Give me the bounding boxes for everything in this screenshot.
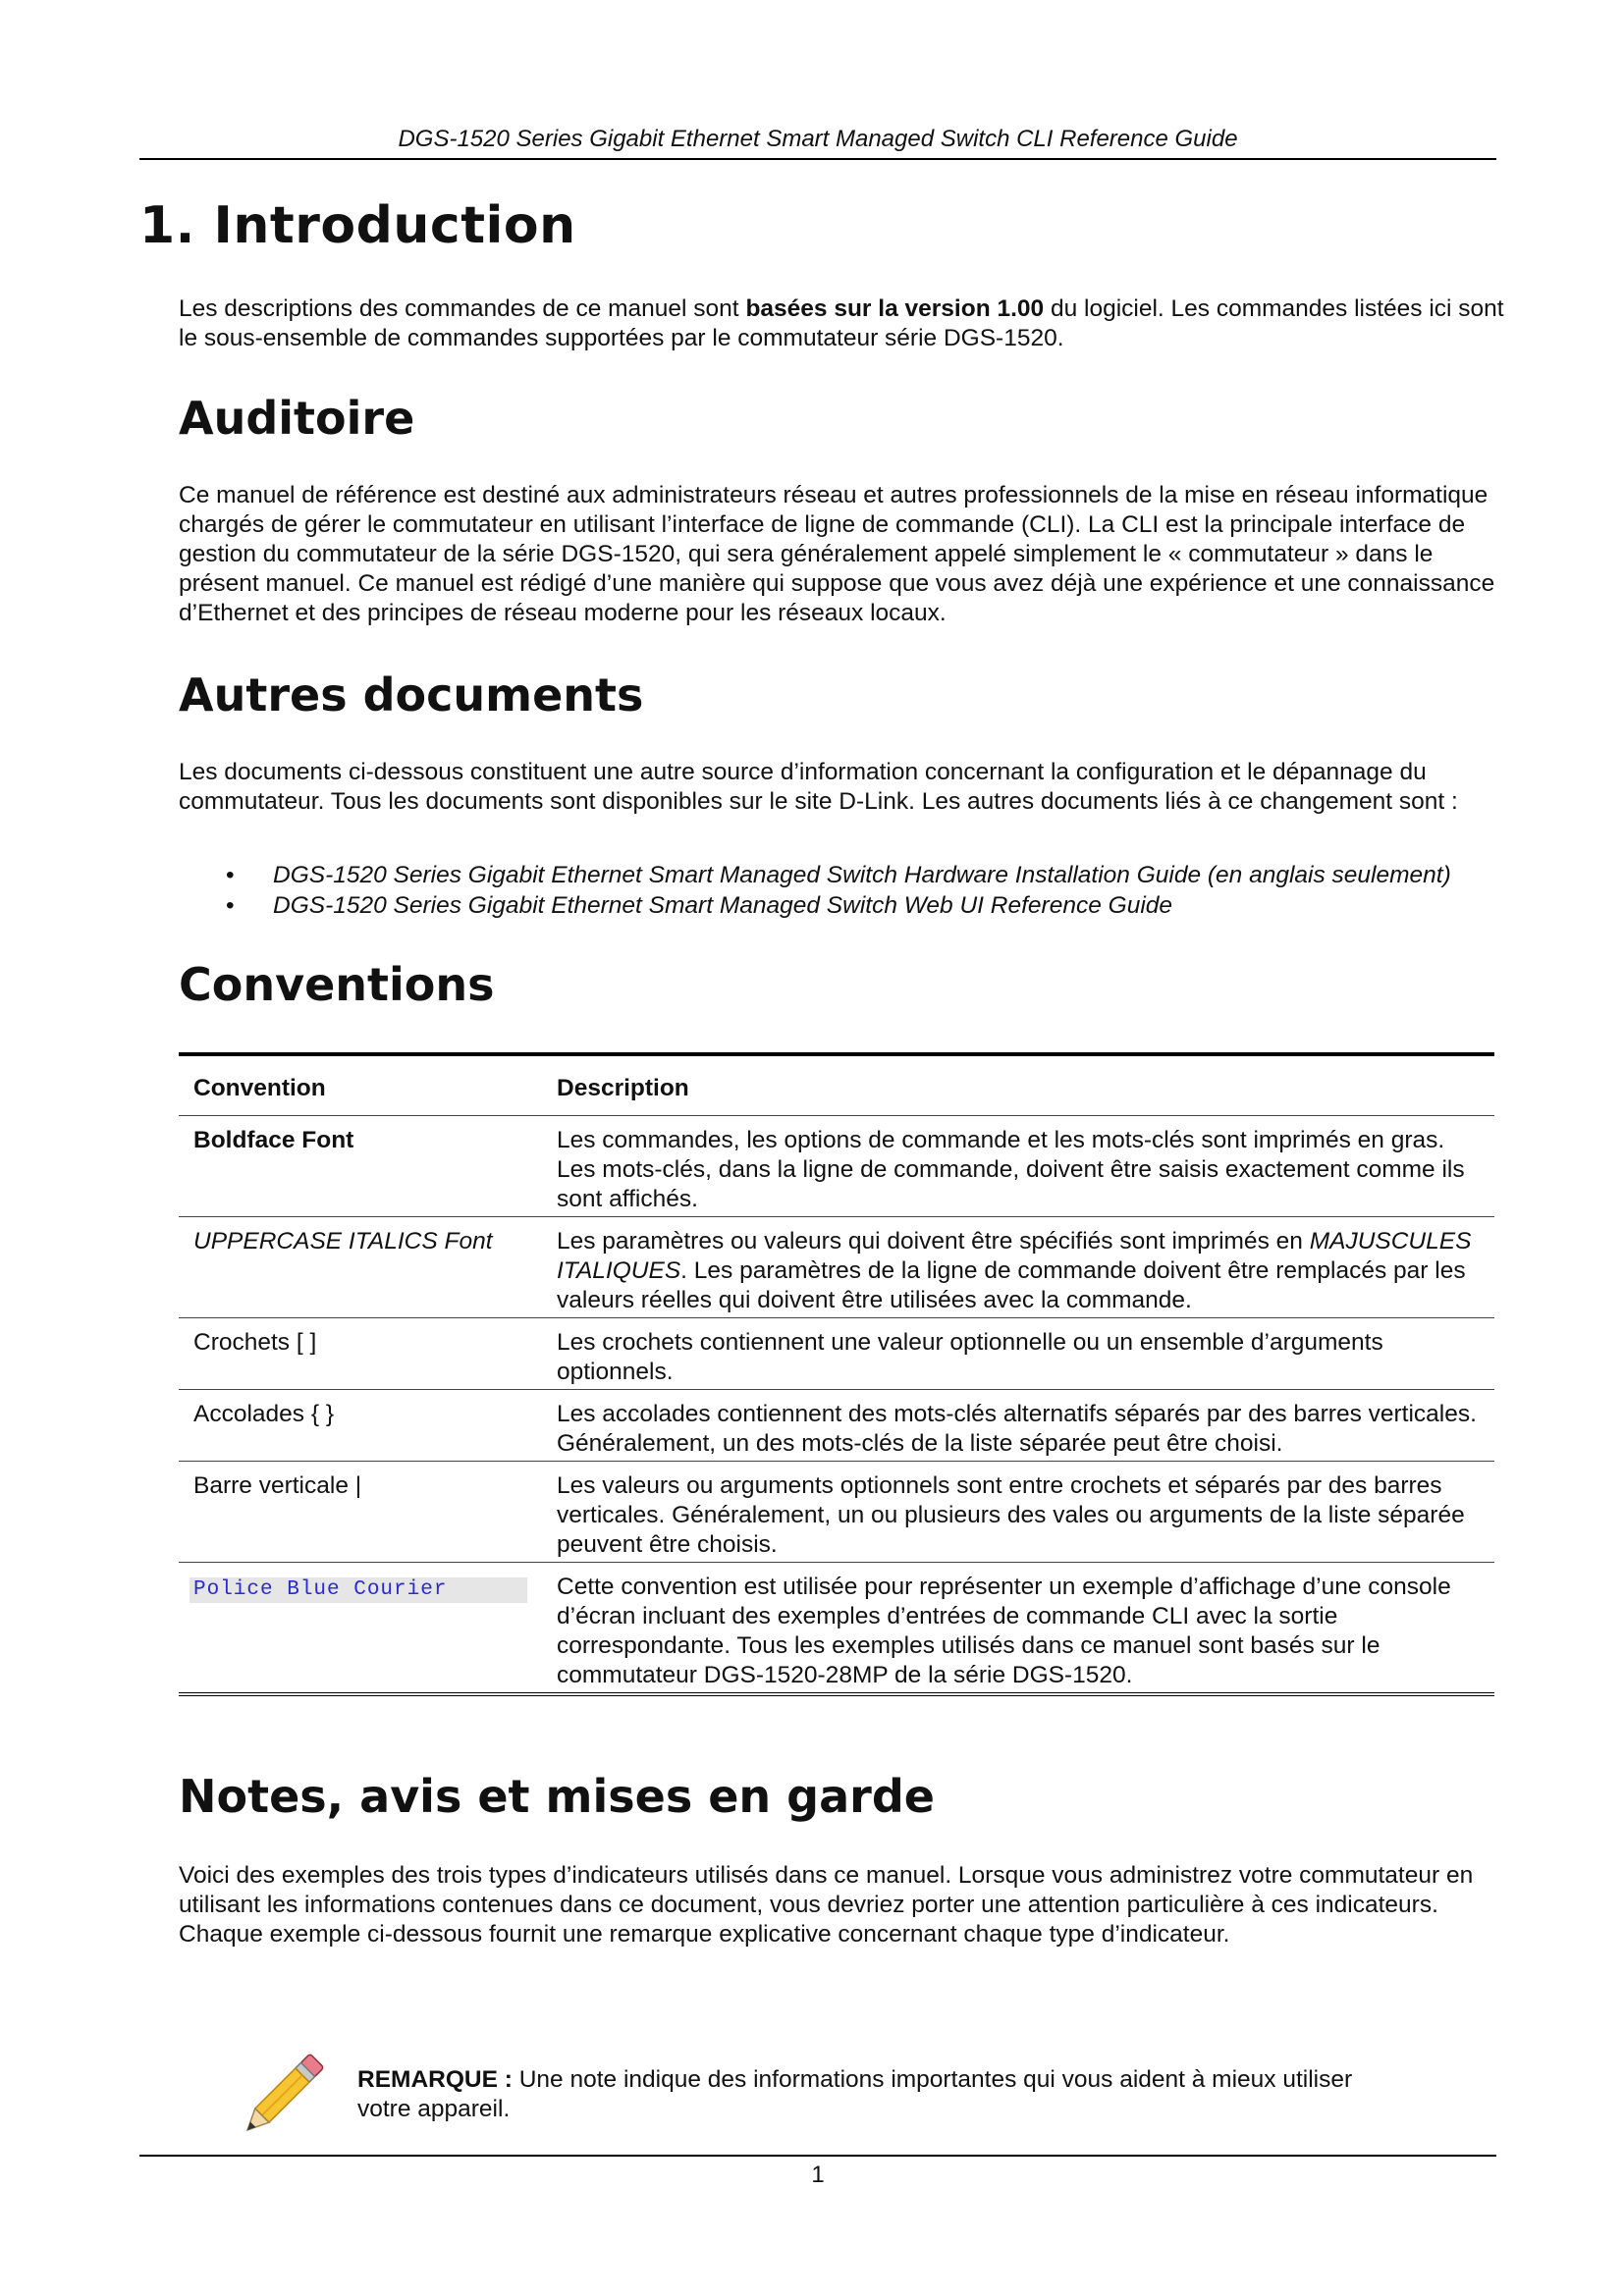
chapter-title: 1. Introduction	[139, 196, 576, 255]
description-cell: Les crochets contiennent une valeur optionnelle ou un ensemble d’arguments optionnels.	[542, 1318, 1494, 1390]
other-documents-paragraph: Les documents ci-dessous constituent une autre source d’information concernant la configuration et le dépannage du commutateur. Tous les documents sont disponibles sur le site D-Link. Les autres documents liés à ce changement sont :	[179, 759, 1458, 815]
column-header-description: Description	[542, 1054, 1494, 1116]
description-cell: Les valeurs ou arguments optionnels sont entre crochets et séparés par des barres verticales. Généralement, un ou plusieurs des vales ou arguments de la liste séparée peuvent être choisis.	[542, 1462, 1494, 1563]
header-rule	[139, 158, 1496, 160]
related-documents-list	[179, 860, 1451, 921]
page-number: 1	[811, 2162, 825, 2188]
table-row	[179, 1390, 1494, 1462]
courier-sample: Police Blue Courier	[189, 1577, 527, 1603]
convention-cell: UPPERCASE ITALICS Font	[179, 1217, 542, 1318]
table-row	[179, 1116, 1494, 1217]
description-cell: Les paramètres ou valeurs qui doivent être spécifiés sont imprimés en MAJUSCULES ITALIQUES. Les paramètres de la ligne de commande doivent être remplacés par les valeurs réelles qui doivent être utilisées avec la commande.	[542, 1217, 1494, 1318]
section-title-other-documents: Autres documents	[179, 668, 644, 721]
table-row	[179, 1217, 1494, 1318]
convention-cell: Boldface Font	[179, 1116, 542, 1217]
list-item: • DGS-1520 Series Gigabit Ethernet Smart Managed Switch Web UI Reference Guide	[179, 890, 1451, 921]
convention-cell: Crochets [ ]	[179, 1318, 542, 1390]
description-cell: Les accolades contiennent des mots-clés alternatifs séparés par des barres verticales. Généralement, un des mots-clés de la liste séparée peut être choisi.	[542, 1390, 1494, 1462]
table-header-row	[179, 1054, 1494, 1116]
intro-paragraph: Les descriptions des commandes de ce manuel sont basées sur la version 1.00 du logiciel. Les commandes listées ici sont le sous-ensemble de commandes supportées par le commutateur série DGS-1520.	[179, 295, 1504, 351]
conventions-table	[179, 1052, 1494, 1696]
description-cell: Cette convention est utilisée pour représenter un exemple d’affichage d’une console d’écran incluant des exemples d’entrées de commande CLI avec la sortie correspondante. Tous les exemples utilisés dans ce manuel sont basés sur le commutateur DGS-1520-28MP de la série DGS-1520.	[542, 1563, 1494, 1695]
description-cell: Les commandes, les options de commande et les mots-clés sont imprimés en gras. Les mots-clés, dans la ligne de commande, doivent être saisis exactement comme ils sont affichés.	[542, 1116, 1494, 1217]
note-label: REMARQUE :	[357, 2066, 513, 2093]
convention-cell	[179, 1563, 542, 1695]
version-emphasis: basées sur la version 1.00	[745, 295, 1045, 322]
section-title-conventions: Conventions	[179, 958, 495, 1011]
section-title-notices: Notes, avis et mises en garde	[179, 1770, 935, 1823]
convention-cell: Accolades { }	[179, 1390, 542, 1462]
footer-rule	[139, 2155, 1496, 2157]
table-row	[179, 1318, 1494, 1390]
notices-paragraph: Voici des exemples des trois types d’indicateurs utilisés dans ce manuel. Lorsque vous administrez votre commutateur en utilisant les informations contenues dans ce document, vous devriez porter une attention particulière à ces indicateurs. Chaque exemple ci-dessous fournit une remarque explicative concernant chaque type d’indicateur.	[179, 1862, 1474, 1948]
convention-cell: Barre verticale |	[179, 1462, 542, 1563]
table-row	[179, 1563, 1494, 1695]
table-row	[179, 1462, 1494, 1563]
note-text: REMARQUE : Une note indique des informations importantes qui vous aident à mieux utiliser votre appareil.	[357, 2066, 1353, 2122]
audience-paragraph: Ce manuel de référence est destiné aux administrateurs réseau et autres professionnels de la mise en réseau informatique chargés de gérer le commutateur en utilisant l’interface de ligne de commande (CLI). La CLI est la principale interface de gestion du commutateur de la série DGS-1520, qui sera généralement appelé simplement le « commutateur » dans le présent manuel. Ce manuel est rédigé d’une manière qui suppose que vous avez déjà une expérience et une connaissance d’Ethernet et des principes de réseau moderne pour les réseaux locaux.	[179, 482, 1495, 626]
section-title-audience: Auditoire	[179, 392, 415, 445]
page-header: DGS-1520 Series Gigabit Ethernet Smart Managed Switch CLI Reference Guide	[398, 126, 1238, 152]
pencil-icon	[228, 2044, 334, 2150]
list-item: • DGS-1520 Series Gigabit Ethernet Smart Managed Switch Hardware Installation Guide (en anglais seulement)	[179, 860, 1451, 890]
column-header-convention: Convention	[179, 1054, 542, 1116]
